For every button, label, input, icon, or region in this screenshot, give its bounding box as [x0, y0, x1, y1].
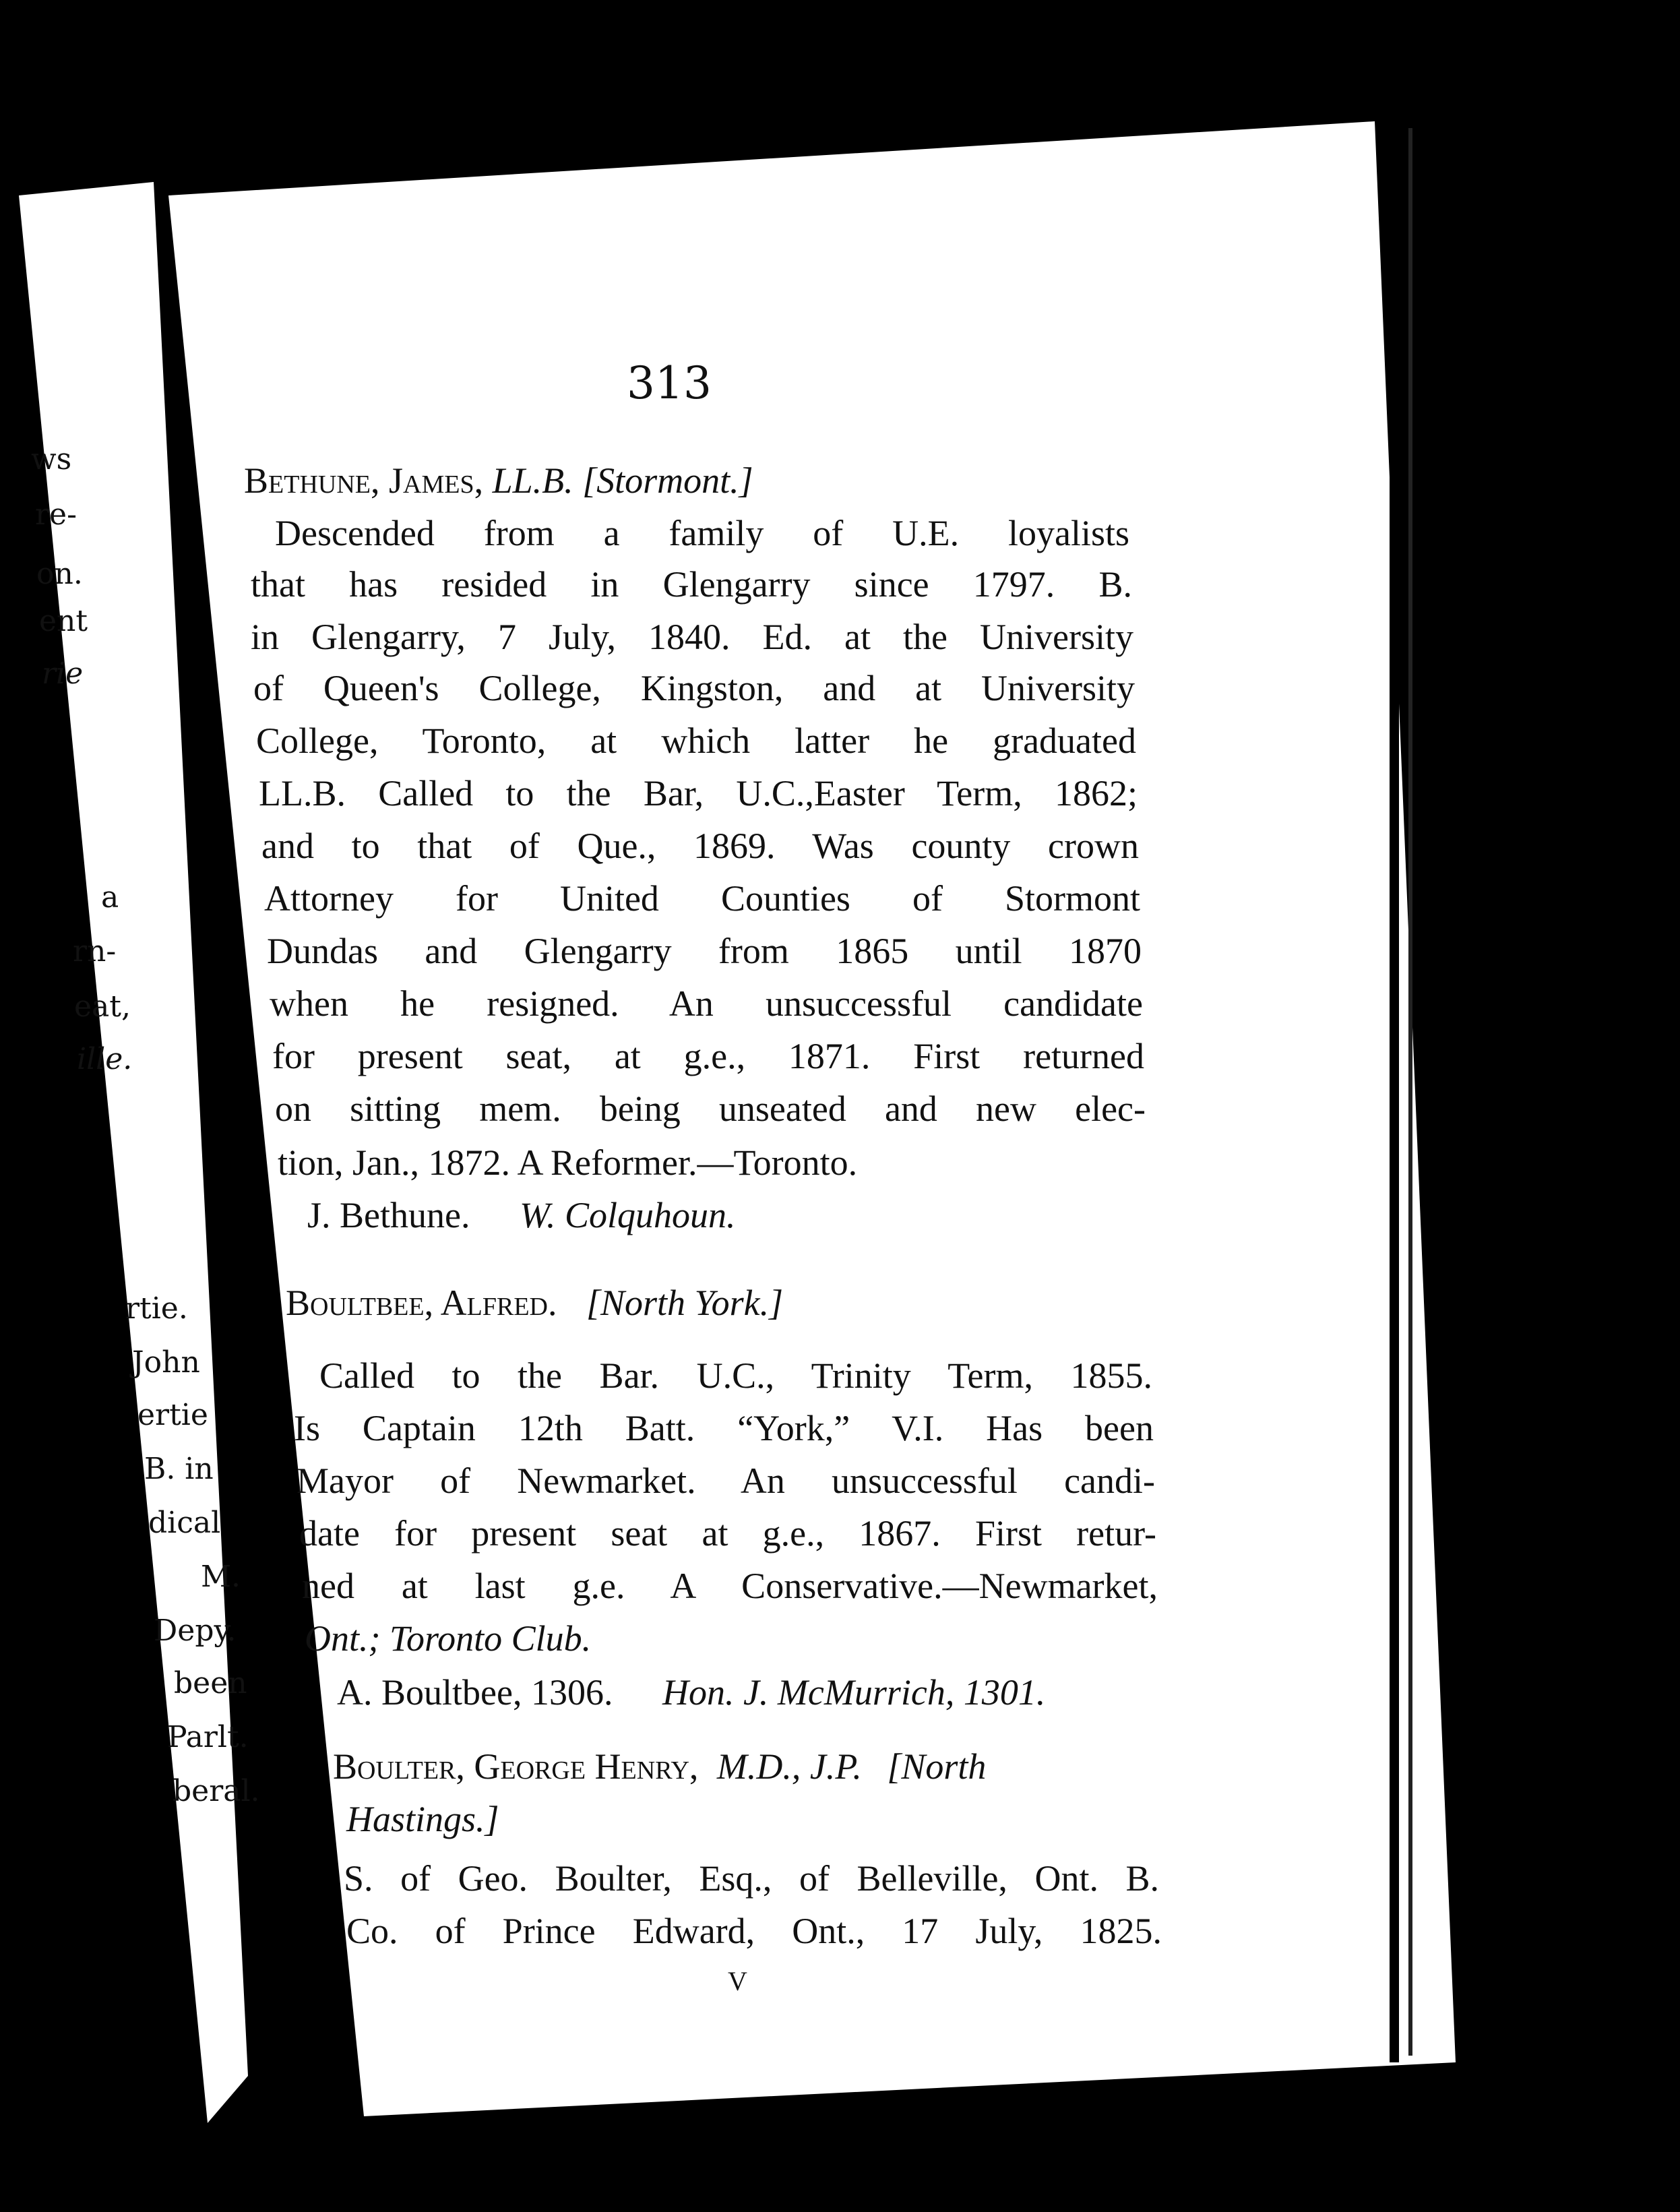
entry-line: and to that of Que., 1869. Was county crown: [261, 826, 1139, 866]
left-fragment: rie: [42, 656, 84, 691]
entry-line: Attorney for United Counties of Stormont: [264, 878, 1140, 919]
entry-degree: M.D., J.P.: [716, 1746, 862, 1787]
votes-winner: A. Boultbee, 1306.: [337, 1672, 613, 1713]
entry-line: on sitting mem. being unseated and new elec-: [275, 1088, 1146, 1129]
page-number: 313: [627, 357, 712, 409]
entry-line: ned at last g.e. A Conservative.—Newmarket,: [302, 1566, 1158, 1606]
left-fragment: eat,: [74, 989, 131, 1024]
left-fragment: on.: [36, 557, 83, 591]
entry-line: Dundas and Glengarry from 1865 until 1870: [267, 931, 1142, 971]
entry-line: when he resigned. An unsuccessful candidate: [270, 983, 1143, 1024]
left-fragment: rtie.: [125, 1291, 188, 1326]
entry-line: date for present seat at g.e., 1867. First retur-: [299, 1513, 1156, 1554]
left-fragment: ille.: [77, 1042, 133, 1076]
entry-line: Co. of Prince Edward, Ont., 17 July, 1825.: [346, 1911, 1162, 1951]
entry-riding: [North: [887, 1746, 987, 1787]
left-fragment: B. in: [144, 1452, 214, 1486]
entry-riding: [Stormont.]: [582, 460, 753, 501]
left-fragment: beral.: [173, 1774, 260, 1808]
entry-degree: LL.B.: [492, 460, 573, 501]
entry-line: of Queen's College, Kingston, and at University: [253, 668, 1135, 708]
entry-heading: [286, 1285, 783, 1321]
entry-name: Boulter, George Henry,: [333, 1746, 699, 1787]
votes-runner-up: W. Colquhoun.: [519, 1195, 736, 1235]
left-fragment: a: [101, 880, 119, 915]
page-edge-shadow: [1390, 121, 1399, 2062]
page-edge-shadow: [1408, 128, 1412, 2056]
left-fragment: M.: [201, 1560, 241, 1594]
left-fragment: ertie: [137, 1398, 208, 1432]
entry-line: LL.B. Called to the Bar, U.C.,Easter Term, 1862;: [259, 773, 1138, 813]
left-fragment: dical: [148, 1506, 221, 1540]
left-fragment: ws: [31, 442, 72, 477]
entry-heading: [244, 462, 753, 499]
entry-name: Bethune, James,: [244, 460, 484, 501]
left-fragment: been: [174, 1666, 247, 1700]
entry-line: Is Captain 12th Batt. “York,” V.I. Has been: [294, 1408, 1154, 1448]
entry-heading: [333, 1748, 986, 1785]
entry-riding: [North York.]: [586, 1283, 784, 1323]
entry-line: College, Toronto, at which latter he graduated: [256, 720, 1136, 761]
entry-line: Mayor of Newmarket. An unsuccessful candi-: [297, 1461, 1155, 1501]
left-fragment: Parlt.: [167, 1720, 249, 1754]
votes-line: [307, 1197, 1116, 1233]
votes-winner: J. Bethune.: [307, 1195, 470, 1235]
entry-line: Called to the Bar. U.C., Trinity Term, 1855.: [319, 1355, 1152, 1396]
left-fragment: rn-: [73, 934, 117, 969]
entry-name: Boultbee, Alfred.: [286, 1283, 557, 1323]
entry-line: Ont.; Toronto Club.: [305, 1618, 592, 1659]
entry-riding-continued: Hastings.]: [346, 1799, 499, 1839]
left-fragment: ent: [39, 604, 88, 638]
entry-line: in Glengarry, 7 July, 1840. Ed. at the University: [251, 617, 1133, 657]
signature-mark: V: [728, 1966, 747, 1996]
left-fragment: John: [132, 1345, 200, 1380]
entry-line: Descended from a family of U.E. loyalists: [275, 513, 1129, 553]
left-fragment: re-: [35, 497, 77, 532]
votes-line: [337, 1674, 1045, 1711]
entry-line: for present seat, at g.e., 1871. First returned: [272, 1036, 1144, 1076]
entry-line: that has resided in Glengarry since 1797. B.: [251, 564, 1132, 605]
left-fragment: Depy.: [154, 1614, 237, 1648]
votes-runner-up: Hon. J. McMurrich, 1301.: [662, 1672, 1046, 1713]
entry-line: tion, Jan., 1872. A Reformer.—Toronto.: [278, 1142, 858, 1183]
entry-line: S. of Geo. Boulter, Esq., of Belleville, Ont. B.: [344, 1858, 1159, 1899]
